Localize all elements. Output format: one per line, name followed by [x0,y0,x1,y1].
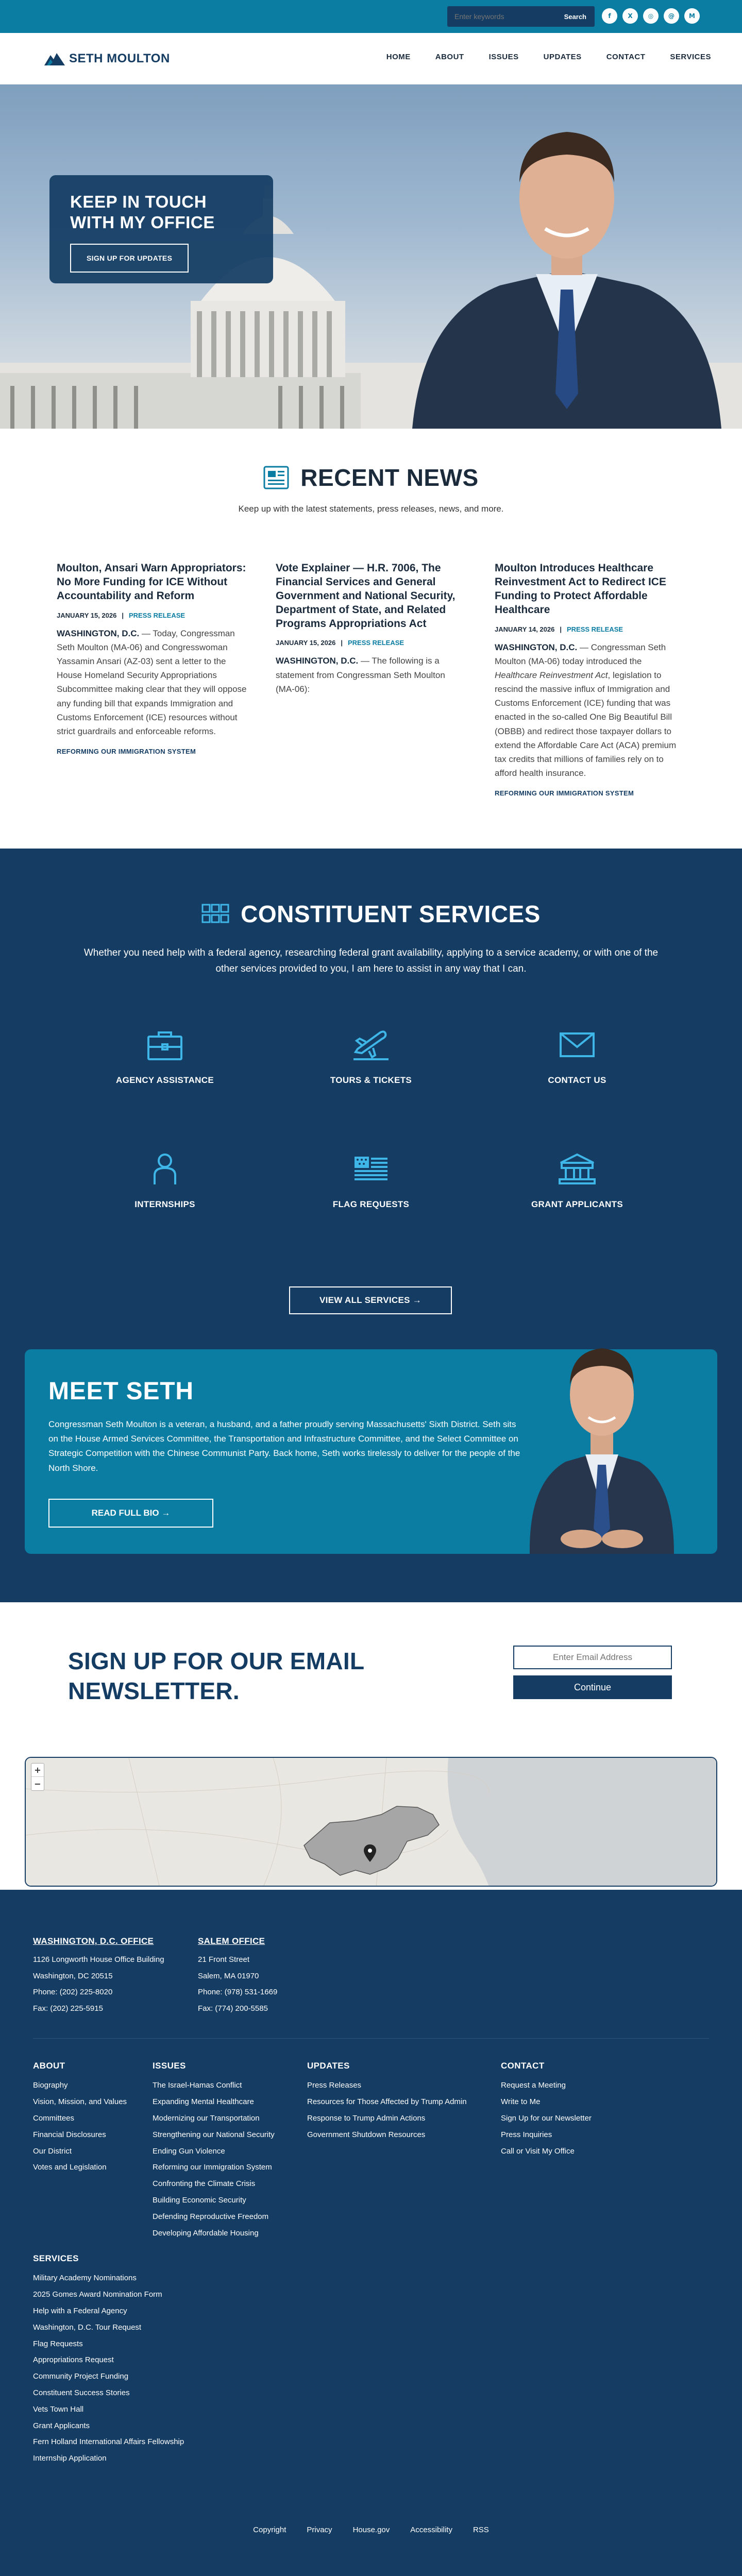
building-icon [556,1153,598,1185]
news-excerpt [276,654,466,696]
service-label: TOURS & TICKETS [330,1075,412,1086]
service-label: FLAG REQUESTS [332,1199,410,1210]
grid-icon [201,904,229,924]
services-subtitle: Whether you need help with a federal agency, researching federal grant availability, applying to a service academy, or with one of the other services provided to you, I am here to assist in any way that I can. [83,947,659,974]
footer-rss-link[interactable]: RSS [473,2526,489,2535]
footer-divider [33,2038,709,2039]
map-zoom-controls [31,1763,44,1791]
x-twitter-icon[interactable]: X [622,8,638,24]
salem-office [198,1936,277,2016]
search-box [447,6,595,27]
footer-link[interactable]: Defending Reproductive Freedom [153,2212,269,2221]
service-internships[interactable] [62,1153,268,1210]
news-item [495,562,685,797]
site-footer [0,1890,742,2576]
footer-link[interactable]: Modernizing our Transportation [153,2113,260,2123]
envelope-icon [556,1028,598,1061]
zoom-out-button[interactable]: − [34,1778,41,1789]
search-button[interactable]: Search [559,8,592,25]
recent-news-subtitle: Keep up with the latest statements, press releases, news, and more. [238,504,504,514]
footer-link[interactable]: Internship Application [33,2454,107,2463]
footer-link[interactable]: Expanding Mental Healthcare [153,2097,254,2107]
person-icon [144,1153,185,1185]
footer-col-heading: ISSUES [153,2061,186,2071]
meta-separator: | [122,611,124,619]
footer-accessibility-link[interactable]: Accessibility [410,2526,452,2535]
footer-link[interactable]: Ending Gun Violence [153,2146,225,2156]
site-logo[interactable] [44,52,170,66]
office-line: Phone: (202) 225-8020 [33,1988,113,1997]
top-bar [0,0,742,33]
service-grant-applicants[interactable] [474,1153,680,1210]
footer-link[interactable]: 2025 Gomes Award Nomination Form [33,2290,162,2299]
footer-link[interactable]: Press Inquiries [501,2130,552,2139]
news-date: JANUARY 15, 2026 [276,639,336,647]
footer-link[interactable]: The Israel-Hamas Conflict [153,2081,242,2090]
footer-copyright-link[interactable]: Copyright [253,2526,286,2535]
office-name: SALEM OFFICE [198,1936,265,1946]
congressman-portrait [412,84,742,429]
service-label: GRANT APPLICANTS [531,1199,623,1210]
district-map-section [0,1757,742,1890]
newspaper-icon [263,466,289,489]
hero-title: KEEP IN TOUCH WITH MY OFFICE [70,192,215,232]
services-title: CONSTITUENT SERVICES [241,901,541,928]
footer-link[interactable]: Committees [33,2113,75,2123]
services-heading [0,900,742,928]
nav-issues[interactable]: ISSUES [488,53,519,61]
newsletter-title: SIGN UP FOR OUR EMAIL NEWSLETTER. [68,1648,364,1704]
office-address [33,1952,164,2016]
service-label: CONTACT US [548,1075,606,1086]
nav-about[interactable]: ABOUT [435,53,464,61]
news-title-link[interactable]: Moulton Introduces Healthcare Reinvestment Act to Redirect ICE Funding to Protect Affordable Healthcare [495,562,666,616]
dc-office [33,1936,164,2016]
office-line: Fax: (774) 200-5585 [198,2004,268,2013]
footer-col-heading: ABOUT [33,2061,65,2071]
medium-icon[interactable]: M [684,8,700,24]
meta-separator: | [341,639,343,647]
footer-link[interactable]: Government Shutdown Resources [307,2130,426,2139]
news-meta [276,639,466,647]
news-item [276,562,466,797]
footer-link[interactable]: Fern Holland International Affairs Fellowship [33,2437,184,2447]
newsletter-continue-button[interactable]: Continue [513,1675,672,1699]
footer-link[interactable]: Vets Town Hall [33,2404,84,2414]
service-tours-tickets[interactable] [268,1028,474,1086]
footer-col-issues [153,2061,275,2241]
news-type: PRESS RELEASE [128,611,185,619]
district-map[interactable] [25,1757,717,1887]
footer-link[interactable]: Our District [33,2146,72,2156]
news-dateline: WASHINGTON, D.C. [57,628,140,638]
newsletter-email-input[interactable] [513,1646,672,1669]
footer-link[interactable]: Response to Trump Admin Actions [307,2113,426,2123]
news-excerpt [57,626,247,739]
footer-link[interactable]: Washington, D.C. Tour Request [33,2323,142,2332]
news-list [0,562,742,797]
service-label: AGENCY ASSISTANCE [116,1075,214,1086]
nav-home[interactable]: HOME [386,53,411,61]
footer-link[interactable]: Community Project Funding [33,2372,129,2381]
news-type: PRESS RELEASE [347,639,404,647]
flag-icon [350,1153,392,1185]
nav-updates[interactable]: UPDATES [543,53,582,61]
footer-link[interactable]: Biography [33,2081,68,2090]
service-flag-requests[interactable] [268,1153,474,1210]
airplane-icon [350,1028,392,1061]
office-line: 21 Front Street [198,1955,250,1964]
meet-seth-card [25,1349,717,1554]
footer-link[interactable]: Building Economic Security [153,2195,246,2205]
office-address [198,1952,277,2016]
news-excerpt [495,640,685,781]
footer-privacy-link[interactable]: Privacy [307,2526,332,2535]
nav-services[interactable]: SERVICES [670,53,711,61]
news-item [57,562,247,797]
search-input[interactable] [454,12,559,21]
read-full-bio-button[interactable]: READ FULL BIO → [48,1499,213,1528]
map-background [26,1758,717,1887]
office-line: Washington, DC 20515 [33,1971,113,1980]
footer-col-about [33,2061,127,2176]
footer-link[interactable]: Military Academy Nominations [33,2274,137,2283]
meet-seth-bio: Congressman Seth Moulton is a veteran, a husband, and a father proudly serving Massachusetts' Sixth District. Seth sits on the House Armed Services Committee, the Transportation and Infrastructure Committee, and the Select Committee on Strategic Competition with the Chinese Communist Party. Back home, Seth works tirelessly to deliver for the people of the North Shore. [48,1419,520,1473]
footer-col-heading: UPDATES [307,2061,350,2071]
service-agency-assistance[interactable] [62,1028,268,1086]
instagram-icon[interactable]: ◎ [643,8,659,24]
footer-col-contact [501,2061,592,2159]
footer-link[interactable]: Confronting the Climate Crisis [153,2179,256,2189]
zoom-in-button[interactable]: + [31,1764,44,1777]
footer-link[interactable]: Reforming our Immigration System [153,2163,272,2172]
hero-callout [49,175,273,283]
recent-news-title: RECENT NEWS [300,464,479,491]
footer-link[interactable]: Resources for Those Affected by Trump Admin [307,2097,467,2107]
footer-link[interactable]: Write to Me [501,2097,541,2107]
service-contact-us[interactable] [474,1028,680,1086]
news-meta [495,625,685,633]
news-dateline: WASHINGTON, D.C. [495,642,578,652]
footer-link[interactable]: Flag Requests [33,2339,83,2348]
main-nav [386,53,711,61]
news-body-start: — Congressman Seth Moulton (MA-06) today introduced the [495,642,666,666]
news-date: JANUARY 15, 2026 [57,611,117,619]
footer-link[interactable]: Vision, Mission, and Values [33,2097,127,2107]
footer-housegov-link[interactable]: House.gov [352,2526,390,2535]
office-line: Fax: (202) 225-5915 [33,2004,103,2013]
congressman-photo [519,1312,684,1554]
footer-col-services [33,2253,184,2467]
news-body-end: , legislation to rescind the massive influx of Immigration and Customs Enforcement (ICE) funding that was enacted in the so-called One Big Beautiful Bill (OBBB) and redirect those taxpayer dollars to extend the Affordable Care Act (ACA) premium tax credits that millions of families rely on to afford health insurance. [495,670,677,778]
meet-seth-title: MEET SETH [48,1378,194,1405]
news-title-link[interactable]: Vote Explainer — H.R. 7006, The Financial Services and General Government and National Security, Department of State, and Related Programs Appropriations Act [276,562,456,630]
site-header [0,33,742,84]
news-dateline: WASHINGTON, D.C. [276,656,359,666]
news-issue-tag[interactable]: REFORMING OUR IMMIGRATION SYSTEM [495,789,634,798]
view-all-services-button[interactable]: VIEW ALL SERVICES → [289,1286,452,1314]
nav-contact[interactable]: CONTACT [606,53,646,61]
footer-link[interactable]: Request a Meeting [501,2081,566,2090]
news-title-link[interactable]: Moulton, Ansari Warn Appropriators: No More Funding for ICE Without Accountability and Reform [57,562,246,602]
footer-link[interactable]: Help with a Federal Agency [33,2306,127,2315]
news-meta [57,612,247,619]
social-links [602,8,700,24]
office-name: WASHINGTON, D.C. OFFICE [33,1936,154,1946]
office-line: Phone: (978) 531-1669 [198,1988,278,1997]
footer-col-heading: SERVICES [33,2253,79,2264]
news-issue-tag[interactable]: REFORMING OUR IMMIGRATION SYSTEM [57,748,196,756]
office-line: Salem, MA 01970 [198,1971,259,1980]
footer-bottom-links [0,2526,742,2534]
footer-col-updates [307,2061,467,2143]
service-label: INTERNSHIPS [134,1199,195,1210]
constituent-services-section [0,849,742,1602]
news-body: — Today, Congressman Seth Moulton (MA-06) and Congresswoman Yassamin Ansari (AZ-03) sent a letter to the House Homeland Security Appropriations Subcommittee making clear that they will oppose any funding bill that expands Immigration and Customs Enforcement (ICE) resources without strict guardrails and enforceable reforms. [57,628,247,736]
logo-text: SETH MOULTON [69,52,170,65]
news-type: PRESS RELEASE [566,625,623,633]
footer-link[interactable]: Votes and Legislation [33,2163,107,2172]
footer-link[interactable]: Strengthening our National Security [153,2130,275,2139]
footer-link[interactable]: Constituent Success Stories [33,2388,130,2397]
hero-banner [0,84,742,429]
facebook-icon[interactable]: f [602,8,617,24]
office-line: 1126 Longworth House Office Building [33,1955,164,1964]
meta-separator: | [560,625,562,633]
footer-col-heading: CONTACT [501,2061,545,2071]
recent-news-heading [0,464,742,492]
footer-link[interactable]: Financial Disclosures [33,2130,106,2139]
footer-link[interactable]: Grant Applicants [33,2421,90,2430]
footer-link[interactable]: Developing Affordable Housing [153,2228,259,2238]
footer-link[interactable]: Sign Up for our Newsletter [501,2113,592,2123]
mountain-logo-icon [44,52,65,65]
recent-news-section [0,429,742,849]
briefcase-icon [144,1028,185,1061]
news-body: — The following is a statement from Congressman Seth Moulton (MA-06): [276,656,445,694]
signup-updates-button[interactable]: SIGN UP FOR UPDATES [70,244,189,273]
services-grid [62,1028,680,1210]
news-body-italic: Healthcare Reinvestment Act [495,670,608,680]
footer-link[interactable]: Press Releases [307,2081,362,2090]
footer-link[interactable]: Appropriations Request [33,2355,114,2365]
newsletter-section [0,1602,742,1757]
news-date: JANUARY 14, 2026 [495,625,555,633]
threads-icon[interactable]: @ [664,8,679,24]
footer-link[interactable]: Call or Visit My Office [501,2146,575,2156]
